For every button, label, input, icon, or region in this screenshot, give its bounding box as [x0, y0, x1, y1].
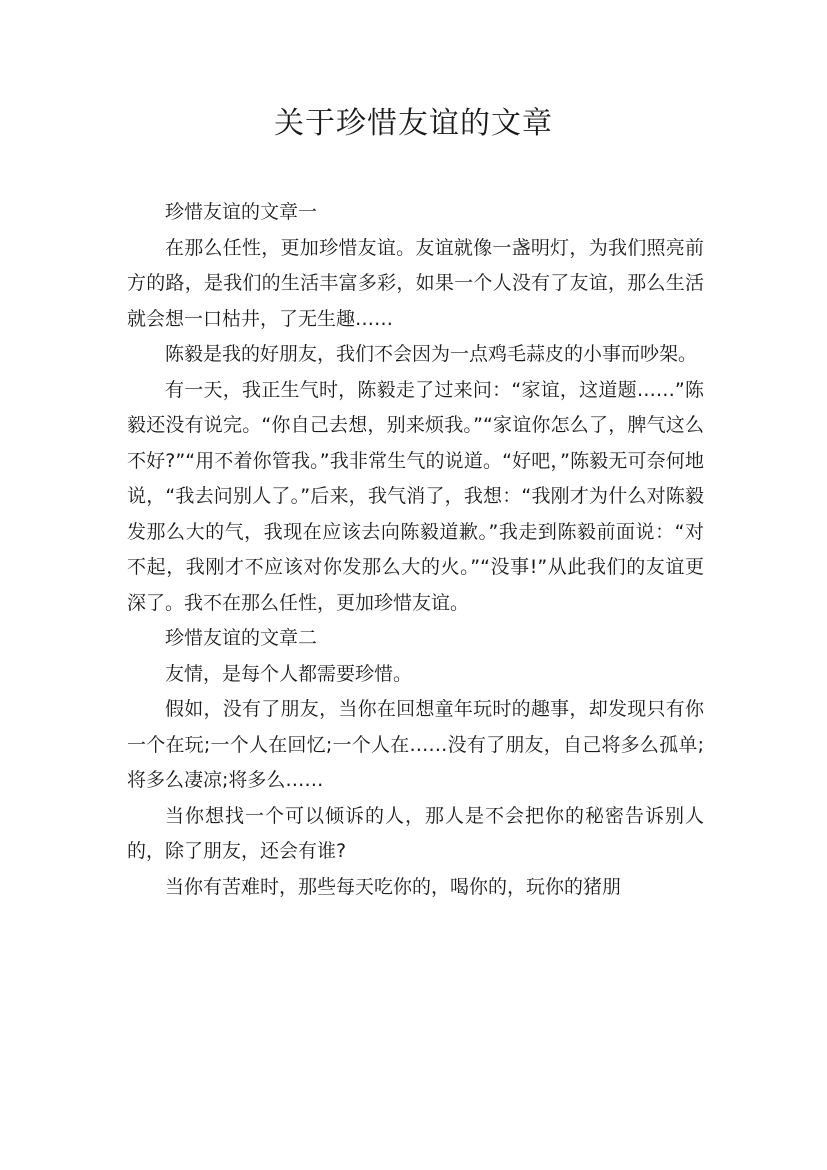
document-title: 关于珍惜友谊的文章 [274, 106, 553, 141]
paragraph: 陈毅是我的好朋友，我们不会因为一点鸡毛蒜皮的小事而吵架。 [165, 343, 698, 365]
paragraph: 假如，没有了朋友，当你在回想童年玩时的趣事，却发现只有你一个在玩;一个人在回忆;一个人在……没有了朋友，自己将多么孤单;将多么凄凉;将多么…… [127, 698, 704, 791]
document-body [127, 195, 704, 905]
paragraph: 当你想找一个可以倾诉的人，那人是不会把你的秘密告诉别人的，除了朋友，还会有谁? [127, 804, 704, 862]
paragraph: 有一天，我正生气时，陈毅走了过来问：“家谊，这道题……”陈毅还没有说完。“你自己去想，别来烦我。”“家谊你怎么了，脾气这么不好?”“用不着你管我。”我非常生气的说道。“好吧，”陈毅无可奈何地说，“我去问别人了。”后来，我气消了，我想：“我刚才为什么对陈毅发那么大的气，我现在应该去向陈毅道歉。”我走到陈毅前面说：“对不起，我刚才不应该对你发那么大的火。”“没事!”从此我们的友谊更深了。我不在那么任性，更加珍惜友谊。 [127, 378, 704, 614]
paragraph: 友情，是每个人都需要珍惜。 [165, 662, 413, 685]
section-heading-1: 珍惜友谊的文章一 [165, 201, 318, 223]
paragraph: 当你有苦难时，那些每天吃你的，喝你的，玩你的猪朋 [165, 875, 622, 898]
paragraph: 在那么任性，更加珍惜友谊。友谊就像一盏明灯，为我们照亮前方的路，是我们的生活丰富多彩，如果一个人没有了友谊，那么生活就会想一口枯井，了无生趣…… [127, 236, 704, 330]
section-heading-2: 珍惜友谊的文章二 [165, 627, 318, 649]
